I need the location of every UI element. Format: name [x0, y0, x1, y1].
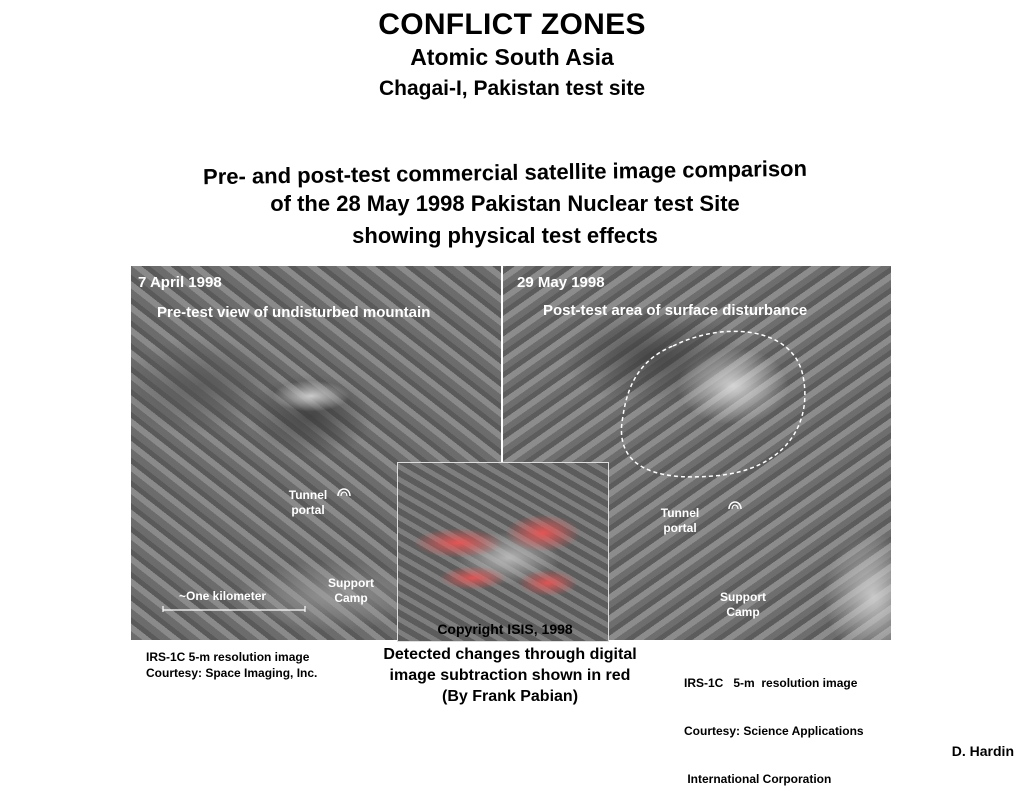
tunnel-portal-icon-inner — [341, 492, 347, 496]
inset-copyright: Copyright ISIS, 1998 — [437, 621, 573, 637]
left-tunnel-label: Tunnel portal — [288, 488, 328, 517]
slide-site-name: Chagai-I, Pakistan test site — [378, 77, 646, 100]
author-credit: D. Hardin — [951, 743, 1014, 759]
left-image-source-note: IRS-1C 5-m resolution image Courtesy: Space Imaging, Inc. — [146, 650, 318, 680]
right-support-camp-label: Support Camp — [720, 590, 766, 619]
slide-title: CONFLICT ZONES — [378, 8, 646, 41]
scale-label: ~One kilometer — [179, 589, 267, 603]
left-support-camp-label: Support Camp — [328, 576, 374, 605]
right-image-source-note: IRS-1C 5-m resolution image Courtesy: Science Applications International Corporation — [684, 676, 864, 786]
figure-title-line-3: showing physical test effects — [352, 223, 658, 248]
pre-test-date: 7 April 1998 — [138, 274, 222, 291]
tunnel-portal-icon-inner — [732, 505, 738, 509]
post-test-caption: Post-test area of surface disturbance — [543, 302, 808, 319]
figure-title-line-2: of the 28 May 1998 Pakistan Nuclear test Site — [270, 191, 740, 216]
post-test-date: 29 May 1998 — [517, 274, 605, 291]
change-detection-inset-image — [397, 462, 609, 642]
right-tunnel-label: Tunnel portal — [660, 506, 700, 535]
figure-title-line-1: Pre- and post-test commercial satellite image comparison — [202, 155, 808, 190]
disturbance-boundary — [621, 331, 804, 477]
change-detection-note: Detected changes through digital image subtraction shown in red (By Frank Pabian) — [383, 646, 637, 705]
slide-subtitle: Atomic South Asia — [410, 44, 614, 70]
pre-test-caption: Pre-test view of undisturbed mountain — [157, 304, 431, 321]
